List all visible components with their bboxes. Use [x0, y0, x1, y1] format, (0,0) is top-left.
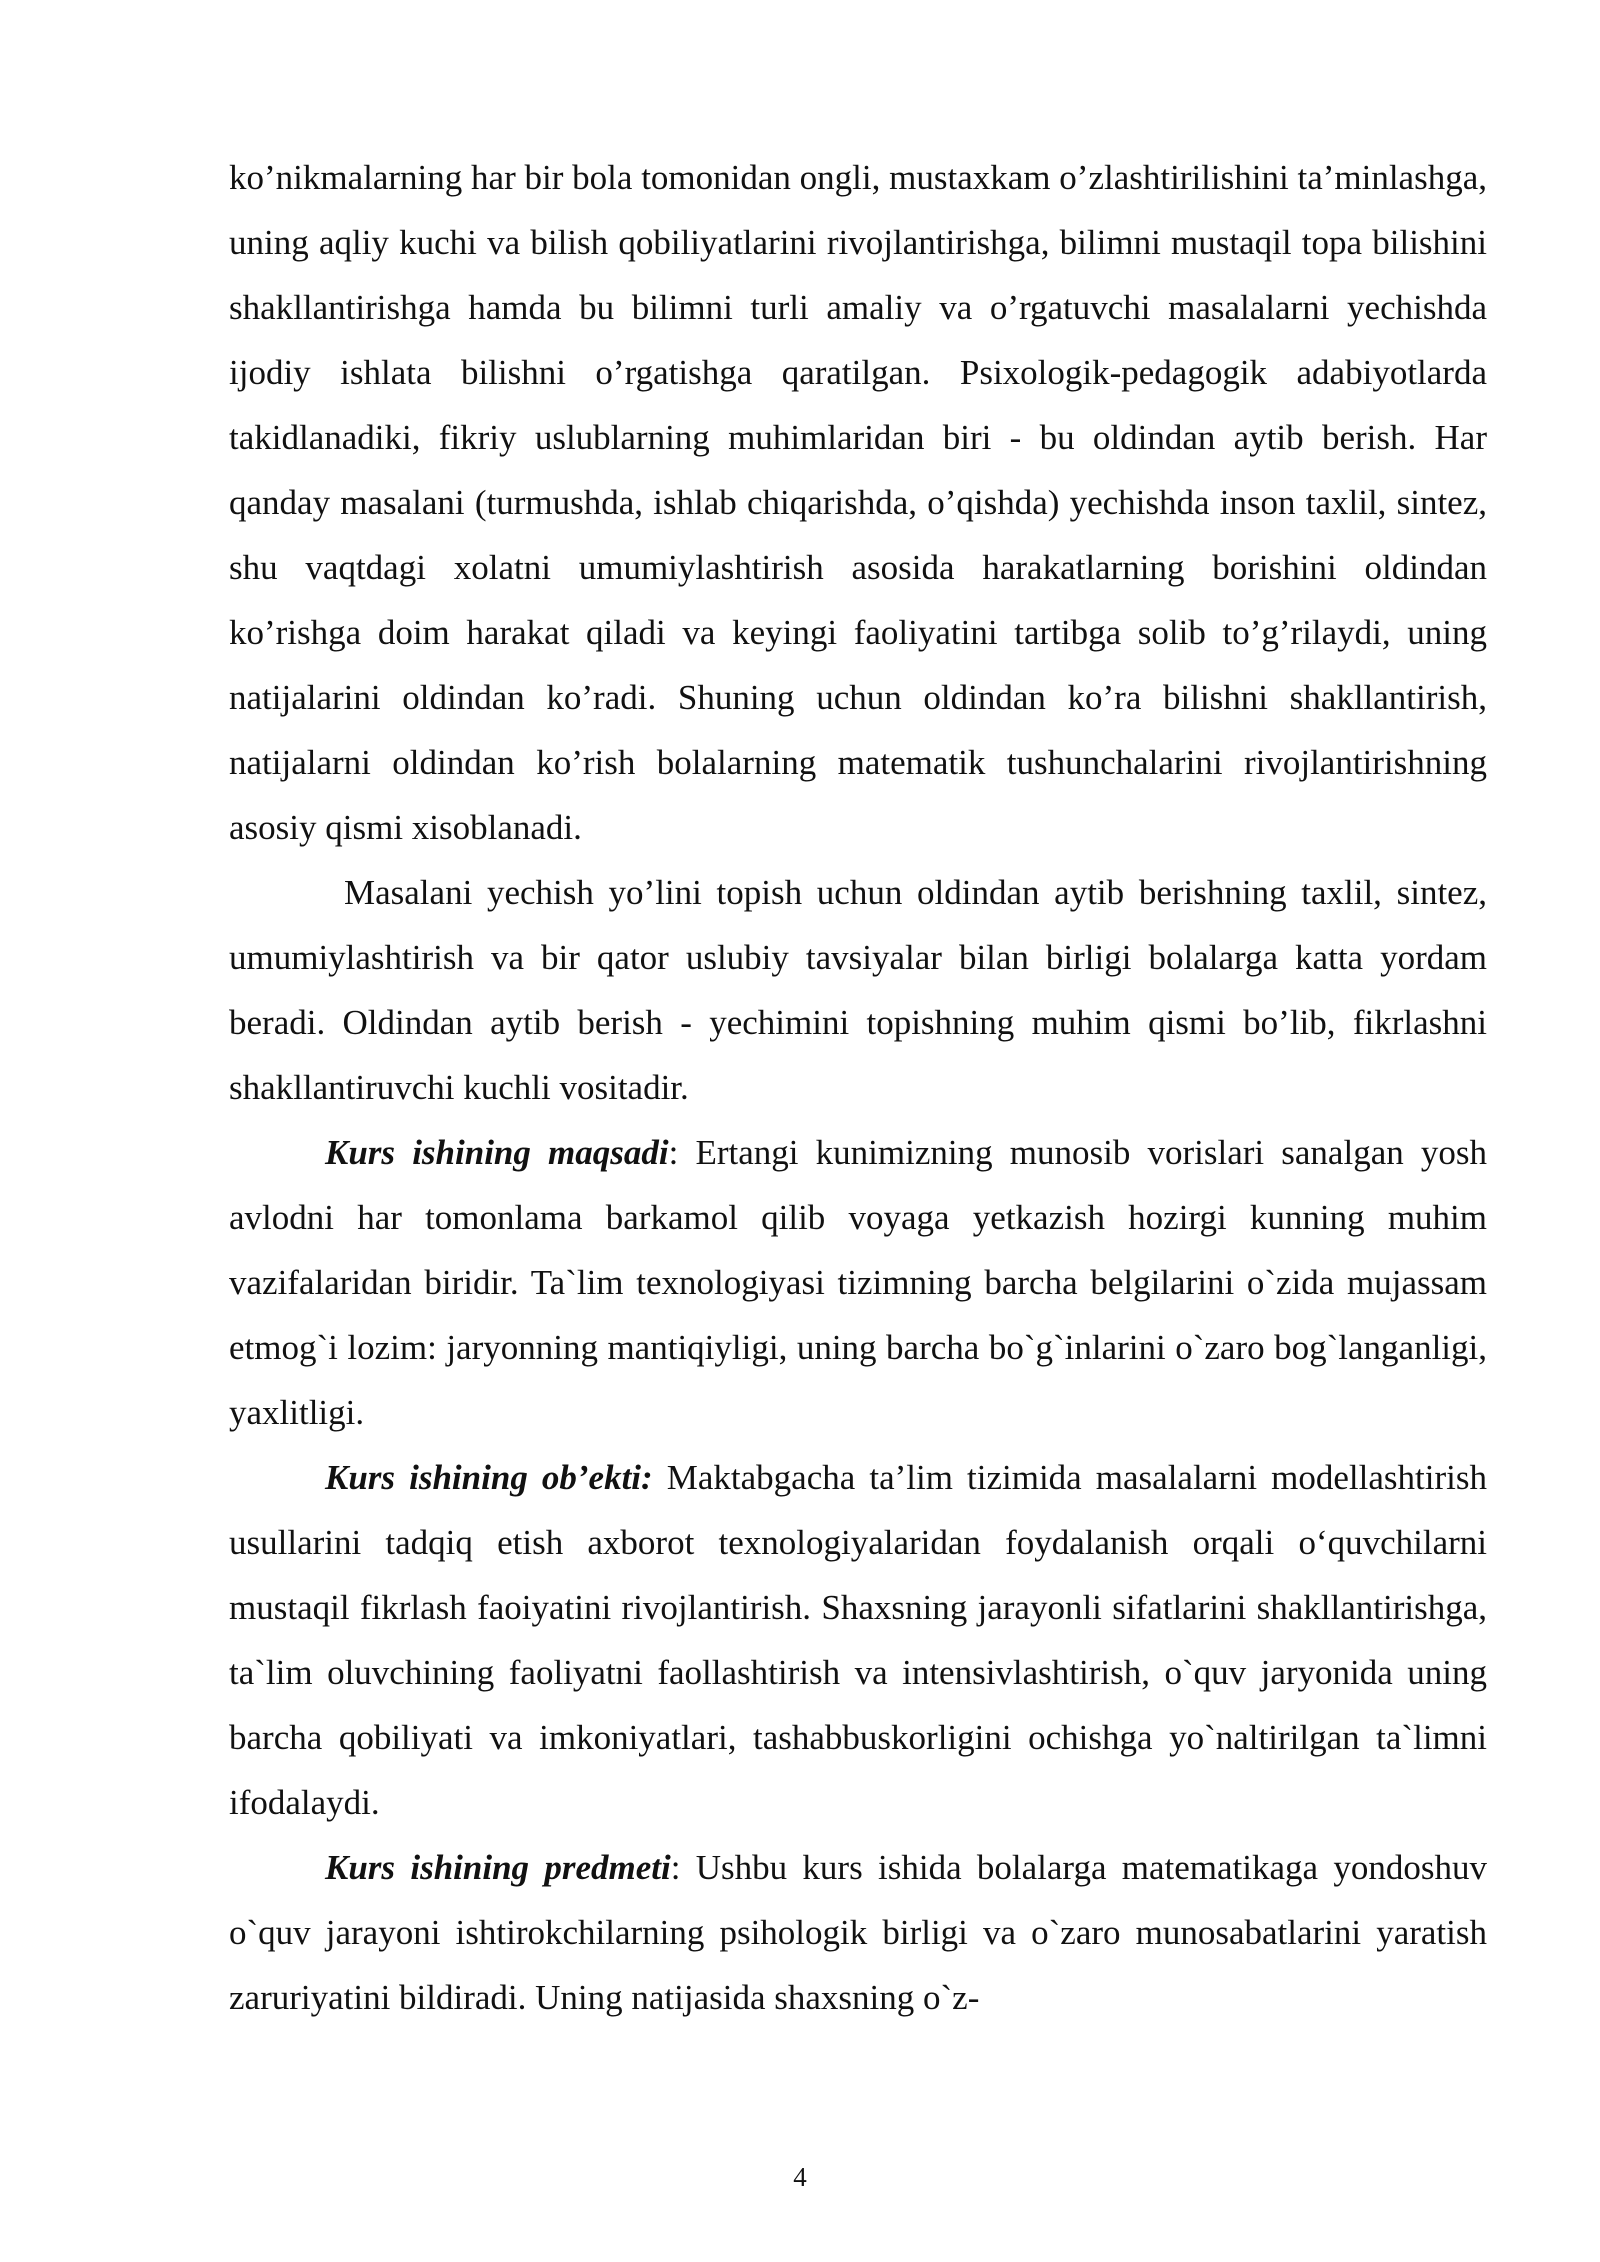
maqsadi-text: : Ertangi kunimizning munosib vorislari sanalgan yosh avlodni har tomonlama barkamol qilib voyaga yetkazish hozirgi kunning muhim vazifalaridan biridir. Ta`lim texnologiyasi tizimning barcha belgilarini o`zida mujassam etmog`i lozim: jaryonning mantiqiyligi, uning barcha bo`g`inlarini o`zaro bog`langanligi, yaxlitligi. [229, 1133, 1487, 1432]
paragraph-masalani: Masalani yechish yo’lini topish uchun oldindan aytib berishning taxlil, sintez, umumiylashtirish va bir qator uslubiy tavsiyalar bilan birligi bolalarga katta yordam beradi. Oldindan aytib berish - yechimini topishning muhim qismi bo’lib, fikrlashni shakllantiruvchi kuchli vositadir. [229, 873, 1487, 1107]
obekti-heading: Kurs ishining ob’ekti: [325, 1458, 653, 1497]
page-number: 4 [793, 2162, 807, 2192]
paragraph-obekti [229, 1445, 1487, 1835]
paragraph-predmeti [229, 1835, 1487, 2030]
paragraph-maqsadi [229, 1120, 1487, 1445]
maqsadi-heading: Kurs ishining maqsadi [325, 1133, 669, 1172]
page-body [229, 145, 1487, 2030]
predmeti-heading: Kurs ishining predmeti [325, 1848, 671, 1887]
predmeti-text: : Ushbu kurs ishida bolalarga matematikaga yondoshuv o`quv jarayoni ishtirokchilarning psihologik birligi va o`zaro munosabatlarini yaratish zaruriyatini bildiradi. Uning natijasida shaxsning o`z- [229, 1848, 1487, 2017]
obekti-text: Maktabgacha ta’lim tizimida masalalarni modellashtirish usullarini tadqiq etish axborot texnologiyalaridan foydalanish orqali o‘quvchilarni mustaqil fikrlash faoiyatini rivojlantirish. Shaxsning jarayonli sifatlarini shakllantirishga, ta`lim oluvchining faoliyatni faollashtirish va intensivlashtirish, o`quv jaryonida uning barcha qobiliyati va imkoniyatlari, tashabbuskorligini ochishga yo`naltirilgan ta`limni ifodalaydi. [229, 1458, 1487, 1822]
paragraph-intro: ko’nikmalarning har bir bola tomonidan ongli, mustaxkam o’zlashtirilishini ta’minlashga, uning aqliy kuchi va bilish qobiliyatlarini rivojlantirishga, bilimni mustaqil topa bilishini shakllantirishga hamda bu bilimni turli amaliy va o’rgatuvchi masalalarni yechishda ijodiy ishlata bilishni o’rgatishga qaratilgan. Psixologik-pedagogik adabiyotlarda takidlanadiki, fikriy uslublarning muhimlaridan biri - bu oldindan aytib berish. Har qanday masalani (turmushda, ishlab chiqarishda, o’qishda) yechishda inson taxlil, sintez, shu vaqtdagi xolatni umumiylashtirish asosida harakatlarning borishini oldindan ko’rishga doim harakat qiladi va keyingi faoliyatini tartibga solib to’g’rilaydi, uning natijalarini oldindan ko’radi. Shuning uchun oldindan ko’ra bilishni shakllantirish, natijalarni oldindan ko’rish bolalarning matematik tushunchalarini rivojlantirishning asosiy qismi xisoblanadi. [229, 158, 1487, 847]
